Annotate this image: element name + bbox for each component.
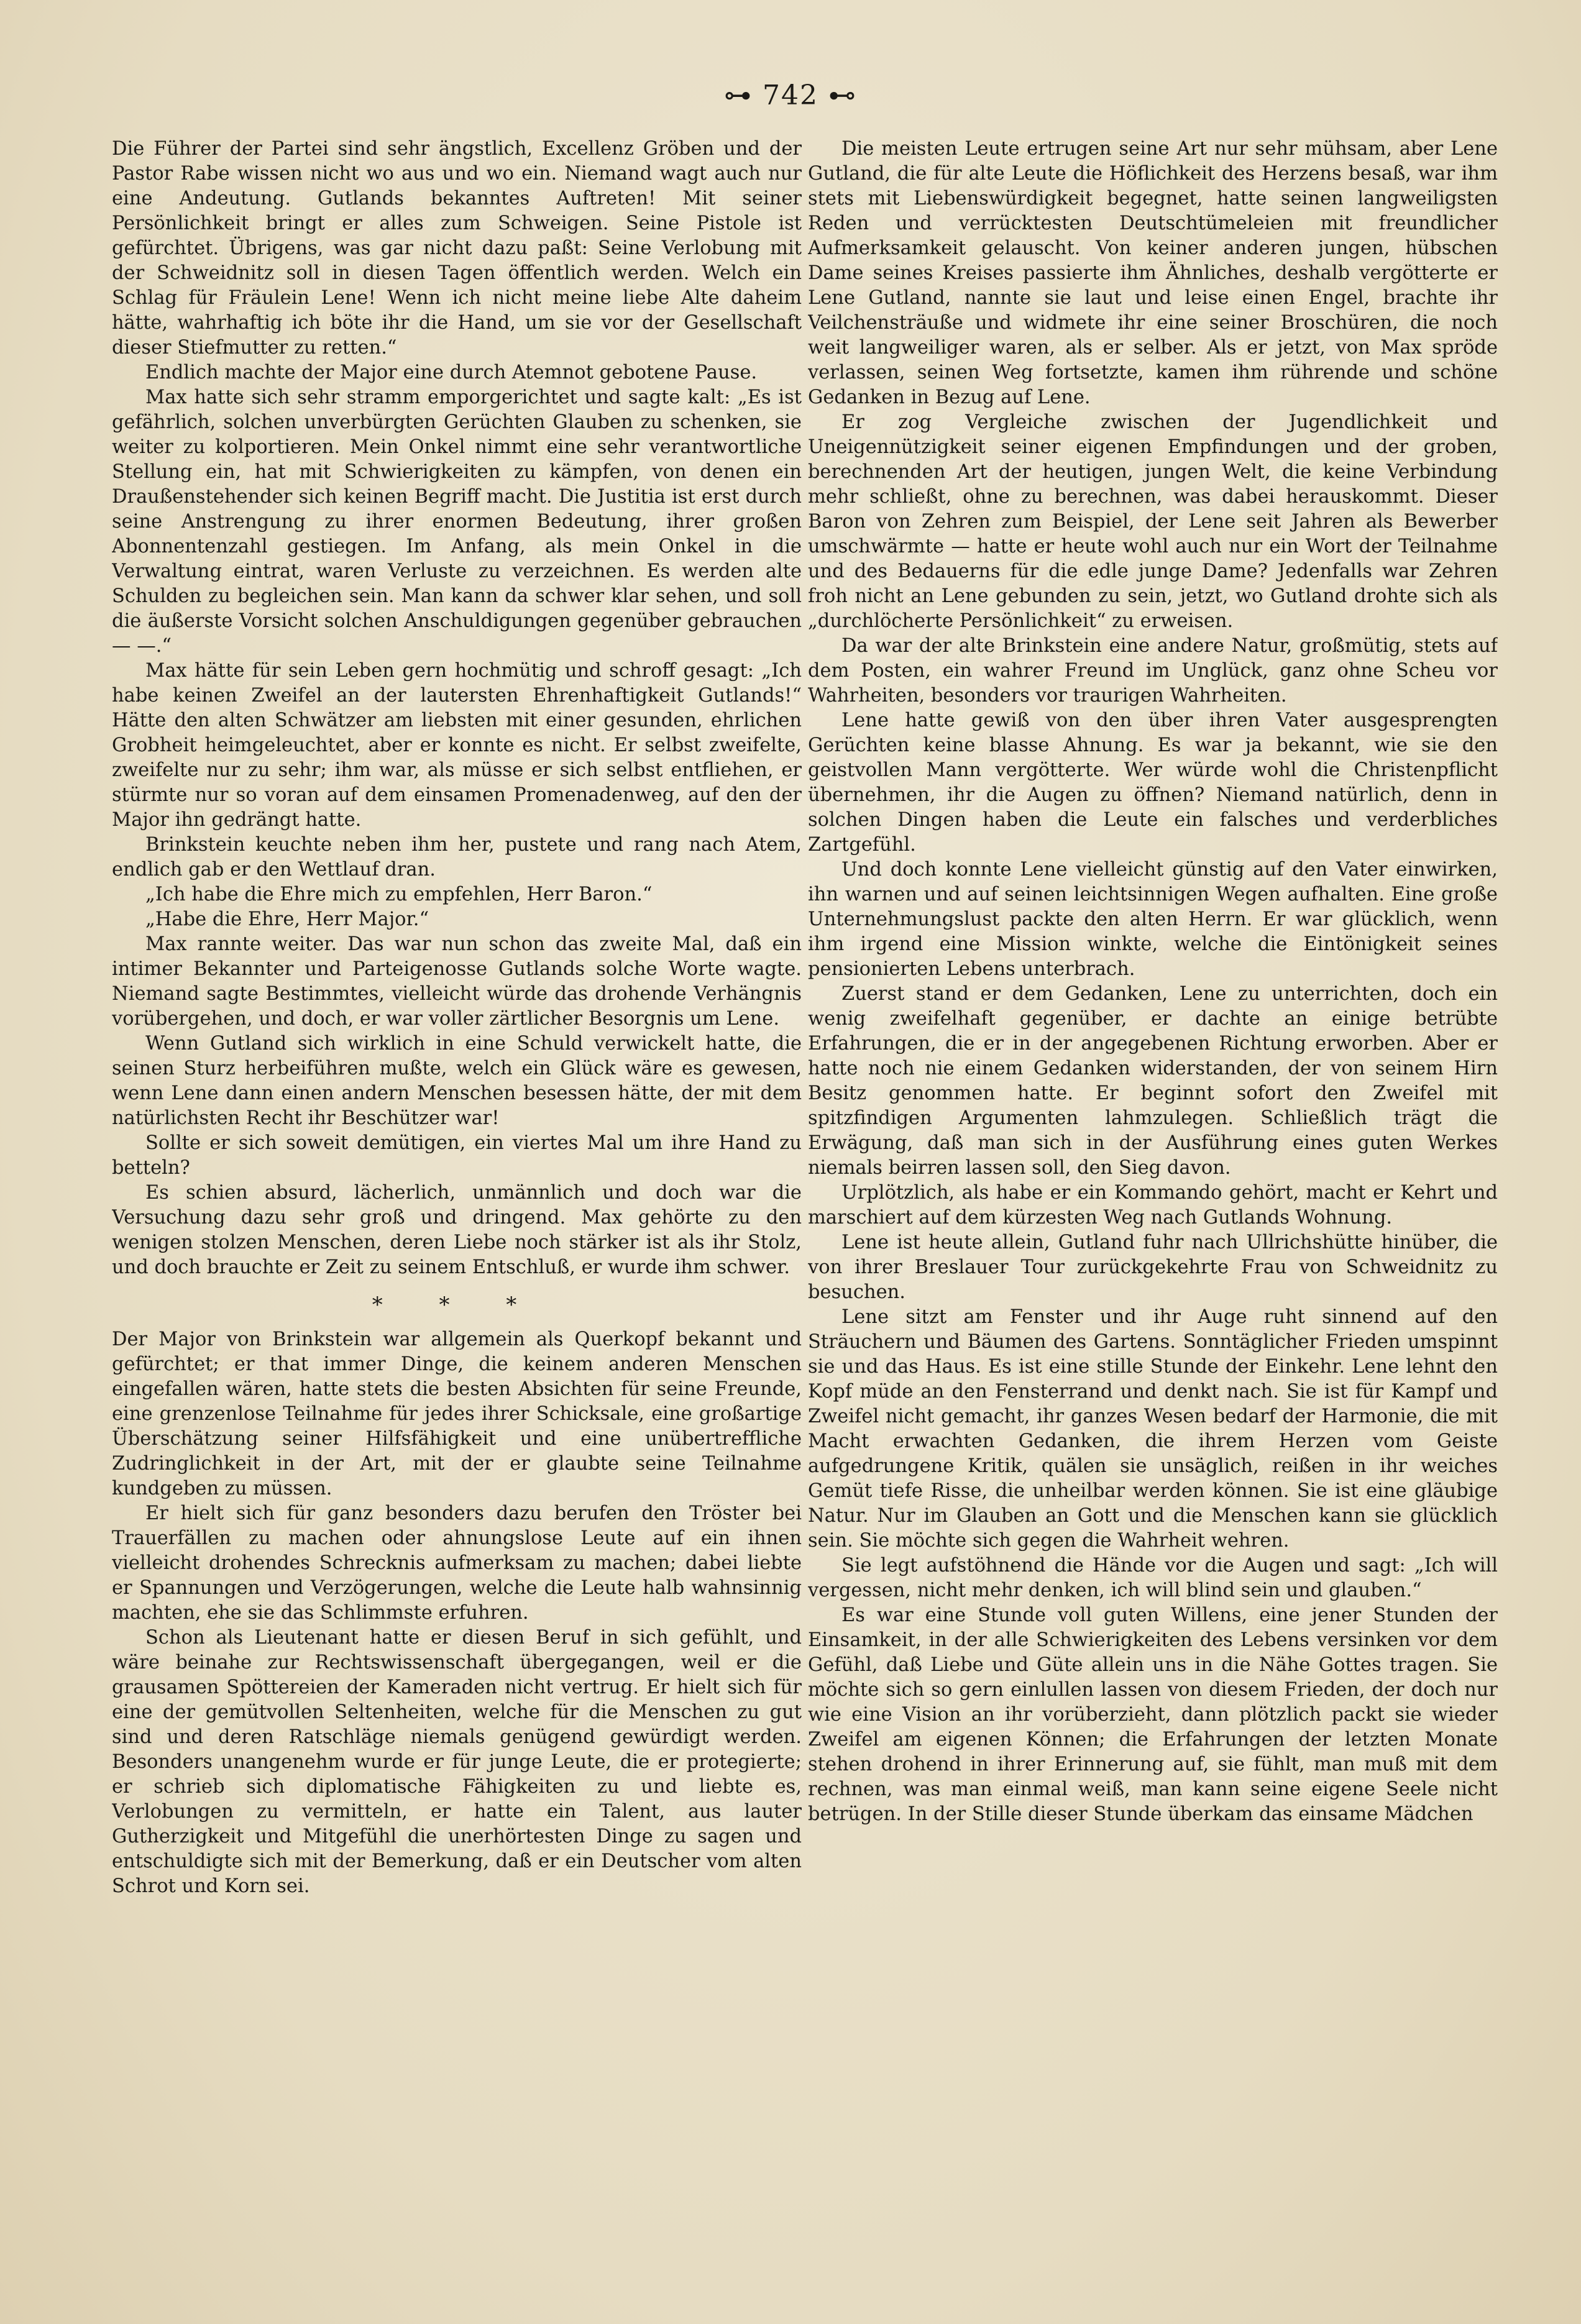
right-column <box>808 137 1498 2287</box>
paragraph: Es war eine Stunde voll guten Willens, eine jener Stunden der Einsamkeit, in der alle Schwierigkeiten des Lebens versinken vor dem Gefühl, daß Liebe und Güte allein uns in die Nähe Gottes tragen. Sie möchte sich so gern einlullen lassen von diesem Frieden, der doch nur wie eine Vision an ihr vorüberzieht, dann plötzlich packt sie wieder Zweifel am eigenen Können; die Erfahrungen der letzten Monate stehen drohend in ihrer Erinnerung auf, sie fühlt, man muß mit dem rechnen, was man einmal weiß, man kann seine eigene Seele nicht betrügen. In der Stille dieser Stunde überkam das einsame Mädchen <box>808 1604 1498 1825</box>
paragraph: Zuerst stand er dem Gedanken, Lene zu unterrichten, doch ein wenig zweifelhaft gegenüber, er dachte an einige betrübte Erfahrungen, die er in der angegebenen Richtung erworben. Aber er hatte noch nie einem Gedanken widerstanden, der von seinem Hirn Besitz genommen hatte. Er beginnt sofort den Zweifel mit spitzfindigen Argumenten lahmzulegen. Schließlich trägt die Erwägung, daß man sich in der Ausführung eines guten Werkes niemals beirren lassen soll, den Sieg davon. <box>808 983 1498 1179</box>
paragraph: Lene sitzt am Fenster und ihr Auge ruht sinnend auf den Sträuchern und Bäumen des Gartens. Sonntäglicher Frieden umspinnt sie und das Haus. Es ist eine stille Stunde der Einkehr. Lene lehnt den Kopf müde an den Fensterrand und denkt nach. Sie ist für Kampf und Zweifel nicht gemacht, ihr ganzes Wesen bedarf der Harmonie, die mit Macht erwachten Gedanken, die ihrem Herzen vom Geiste aufgedrungene Kritik, quälen sie unsäglich, reißen in ihr weiches Gemüt tiefe Risse, die unheilbar werden können. Sie ist eine gläubige Natur. Nur im Glauben an Gott und die Menschen kann sie glücklich sein. Sie möchte sich gegen die Wahrheit wehren. <box>808 1306 1498 1552</box>
paragraph: Wenn Gutland sich wirklich in eine Schuld verwickelt hatte, die seinen Sturz herbeiführen mußte, welch ein Glück wäre es gewesen, wenn Lene dann einen andern Menschen besessen hätte, der mit dem natürlichsten Recht ihr Beschützer war! <box>112 1033 802 1129</box>
paragraph: Die Führer der Partei sind sehr ängstlich, Excellenz Gröben und der Pastor Rabe wissen nicht wo aus und wo ein. Niemand wagt auch nur eine Andeutung. Gutlands bekanntes Auftreten! Mit seiner Persönlichkeit bringt er alles zum Schweigen. Seine Pistole ist gefürchtet. Übrigens, was gar nicht dazu paßt: Seine Verlobung mit der Schweidnitz soll in diesen Tagen öffentlich werden. Welch ein Schlag für Fräulein Lene! Wenn ich nicht meine liebe Alte daheim hätte, wahrhaftig ich böte ihr die Hand, um sie vor der Gesellschaft dieser Stiefmutter zu retten.“ <box>112 138 802 359</box>
paragraph: Sie legt aufstöhnend die Hände vor die Augen und sagt: „Ich will vergessen, nicht mehr denken, ich will blind sein und glauben.“ <box>808 1555 1498 1601</box>
section-separator: * * * <box>372 1292 542 1317</box>
paragraph: Und doch konnte Lene vielleicht günstig auf den Vater einwirken, ihn warnen und auf seinen leichtsinnigen Wegen aufhalten. Eine große Unternehmungslust packte den alten Herrn. Er war glücklich, wenn ihm irgend eine Mission winkte, welche die Eintönigkeit seines pensionierten Lebens unterbrach. <box>808 859 1498 980</box>
paragraph: Endlich machte der Major eine durch Atemnot gebotene Pause. <box>145 362 758 383</box>
paragraph: Da war der alte Brinkstein eine andere Natur, großmütig, stets auf dem Posten, ein wahrer Freund im Unglück, ganz ohne Scheu vor Wahrheiten, besonders vor traurigen Wahrheiten. <box>808 635 1498 707</box>
paragraph: Er hielt sich für ganz besonders dazu berufen den Tröster bei Trauerfällen zu machen oder ahnungslose Leute auf ein ihnen vielleicht drohendes Schrecknis aufmerksam zu machen; dabei liebte er Spannungen und Verzögerungen, welche die Leute halb wahnsinnig machten, ehe sie das Schlimmste erfuhren. <box>112 1503 802 1624</box>
paragraph: Er zog Vergleiche zwischen der Jugendlichkeit und Uneigennützigkeit seiner eigenen Empfindungen und der groben, berechnenden Art der heutigen, jungen Welt, die keine Verbindung mehr schließt, ohne zu berechnen, was dabei herauskommt. Dieser Baron von Zehren zum Beispiel, der Lene seit Jahren als Bewerber umschwärmte — hatte er heute wohl auch nur ein Wort der Teilnahme und des Bedauerns für die edle junge Dame? Jedenfalls war Zehren froh nicht an Lene gebunden zu sein, jetzt, wo Gutland drohte sich als „durchlöcherte Persönlichkeit“ zu erweisen. <box>808 411 1498 632</box>
paragraph: Sollte er sich soweit demütigen, ein viertes Mal um ihre Hand zu betteln? <box>112 1132 802 1179</box>
paragraph: „Habe die Ehre, Herr Major.“ <box>145 908 429 930</box>
paragraph: Brinkstein keuchte neben ihm her, pustete und rang nach Atem, endlich gab er den Wettlauf dran. <box>112 834 802 881</box>
paragraph: Der Major von Brinkstein war allgemein als Querkopf bekannt und gefürchtet; er that immer Dinge, die keinem anderen Menschen eingefallen wären, hatte stets die besten Absichten für seine Freunde, eine grenzenlose Teilnahme für jedes ihrer Schicksale, eine großartige Überschätzung seiner Hilfsfähigkeit und eine unübertreffliche Zudringlichkeit in der Art, mit der er glaubte seine Teilnahme kundgeben zu müssen. <box>112 1329 802 1499</box>
paragraph: Max hatte sich sehr stramm emporgerichtet und sagte kalt: „Es ist gefährlich, solchen unverbürgten Gerüchten Glauben zu schenken, sie weiter zu kolportieren. Mein Onkel nimmt eine sehr verantwortliche Stellung ein, hat mit Schwierigkeiten zu kämpfen, von denen ein Draußenstehender sich keinen Begriff macht. Die Justitia ist erst durch seine Anstrengung zu ihrer enormen Bedeutung, ihrer großen Abonnentenzahl gestiegen. Im Anfang, als mein Onkel in die Verwaltung eintrat, waren Verluste zu verzeichnen. Es werden alte Schulden zu begleichen sein. Man kann da schwer klar sehen, und soll die äußerste Vorsicht solchen Anschuldigungen gegenüber gebrauchen — —.“ <box>112 387 802 657</box>
paragraph: Max hätte für sein Leben gern hochmütig und schroff gesagt: „Ich habe keinen Zweifel an der lautersten Ehrenhaftigkeit Gutlands!“ Hätte den alten Schwätzer am liebsten mit einer gesunden, ehrlichen Grobheit heimgeleuchtet, aber er konnte es nicht. Er selbst zweifelte, zweifelte nur zu sehr; ihm war, als müsse er sich selbst entfliehen, er stürmte nur so voran auf dem einsamen Promenadenweg, auf den der Major ihn gedrängt hatte. <box>112 660 802 831</box>
paragraph: Urplötzlich, als habe er ein Kommando gehört, macht er Kehrt und marschiert auf dem kürzesten Weg nach Gutlands Wohnung. <box>808 1182 1498 1228</box>
page-number: ⊶ 742 ⊷ <box>724 80 857 111</box>
paragraph: Lene hatte gewiß von den über ihren Vater ausgesprengten Gerüchten keine blasse Ahnung. Es war ja bekannt, wie sie den geistvollen Mann vergötterte. Wer würde wohl die Christenpflicht übernehmen, ihr die Augen zu öffnen? Niemand natürlich, denn in solchen Dingen haben die Leute ein falsches und verderbliches Zartgefühl. <box>808 710 1498 856</box>
paragraph: Es schien absurd, lächerlich, unmännlich und doch war die Versuchung dazu sehr groß und dringend. Max gehörte zu den wenigen stolzen Menschen, deren Liebe noch stärker ist als ihr Stolz, und doch brauchte er Zeit zu seinem Entschluß, er wurde ihm schwer. <box>112 1182 802 1278</box>
paragraph: Lene ist heute allein, Gutland fuhr nach Ullrichshütte hinüber, die von ihrer Breslauer Tour zurückgekehrte Frau von Schweidnitz zu besuchen. <box>808 1232 1498 1303</box>
left-column <box>112 137 802 2287</box>
paragraph: „Ich habe die Ehre mich zu empfehlen, Herr Baron.“ <box>145 884 653 905</box>
paragraph: Die meisten Leute ertrugen seine Art nur sehr mühsam, aber Lene Gutland, die für alte Leute die Höflichkeit des Herzens besaß, war ihm stets mit Liebenswürdigkeit begegnet, hatte seinen langweiligsten Reden und verrücktesten Deutschtümeleien mit freundlicher Aufmerksamkeit gelauscht. Von keiner anderen jungen, hübschen Dame seines Kreises passierte ihm Ähnliches, deshalb vergötterte er Lene Gutland, nannte sie laut und leise einen Engel, brachte ihr Veilchensträuße und widmete ihr eine seiner Broschüren, die noch weit langweiliger waren, als er selber. Als er jetzt, von Max spröde verlassen, seinen Weg fortsetzte, kamen ihm rührende und schöne Gedanken in Bezug auf Lene. <box>808 138 1498 408</box>
paragraph: Schon als Lieutenant hatte er diesen Beruf in sich gefühlt, und wäre beinahe zur Rechtswissenschaft übergegangen, weil er die grausamen Spöttereien der Kameraden nicht vertrug. Er hielt sich für eine der gemütvollen Seltenheiten, welche für die Menschen zu gut sind und deren Ratschläge niemals genügend gewürdigt werden. Besonders unangenehm wurde er für junge Leute, die er protegierte; er schrieb sich diplomatische Fähigkeiten zu und liebte es, Verlobungen zu vermitteln, er hatte ein Talent, aus lauter Gutherzigkeit und Mitgefühl die unerhörtesten Dinge zu sagen und entschuldigte sich mit der Bemerkung, daß er ein Deutscher vom alten Schrot und Korn sei. <box>112 1627 802 1897</box>
paragraph: Max rannte weiter. Das war nun schon das zweite Mal, daß ein intimer Bekannter und Parteigenosse Gutlands solche Worte wagte. Niemand sagte Bestimmtes, vielleicht würde das drohende Verhängnis vorübergehen, und doch, er war voller zärtlicher Besorgnis um Lene. <box>112 933 802 1030</box>
